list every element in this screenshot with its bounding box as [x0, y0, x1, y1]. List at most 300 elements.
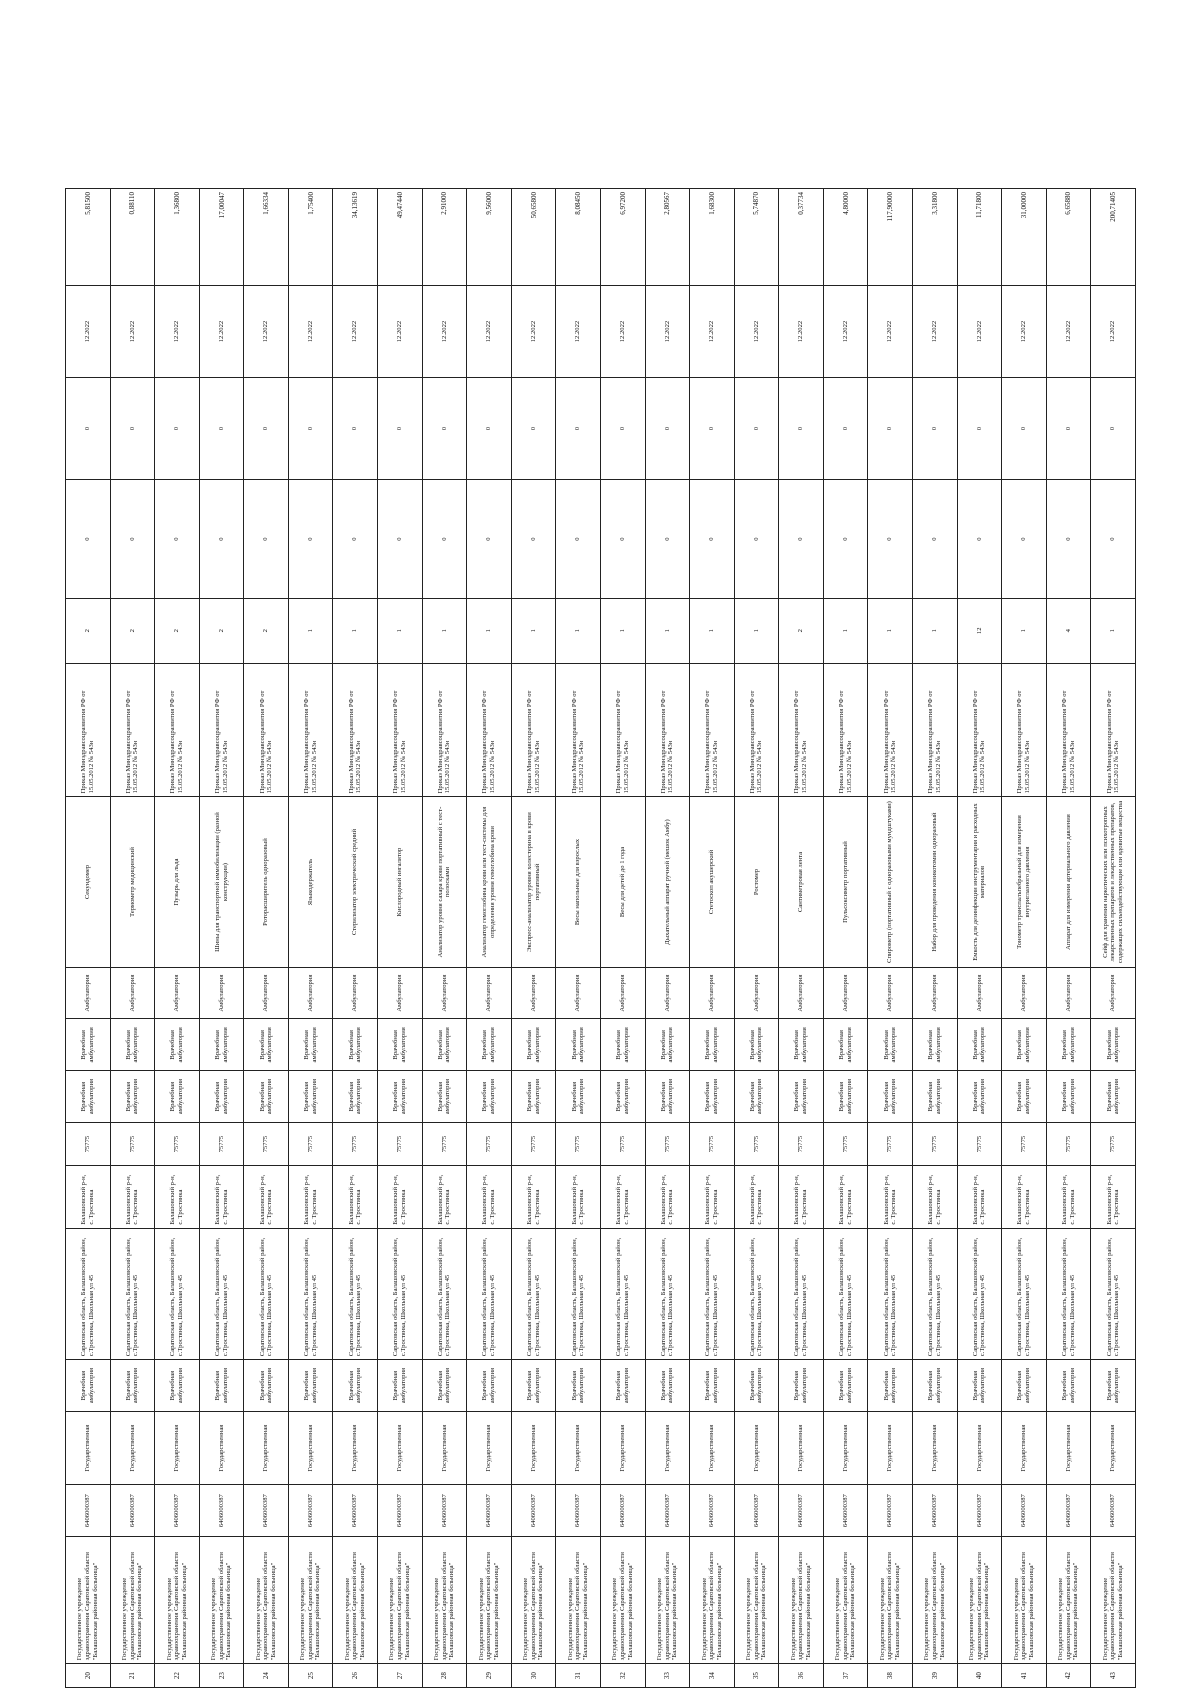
period-cell: 12.2022 [1046, 286, 1091, 378]
row-number-cell: 33 [645, 1664, 690, 1688]
ownership-cell: Государственная [645, 1411, 690, 1484]
zero-value-cell: 0 [957, 377, 1002, 479]
organization-cell: Государственное учреждение здравоохранения Саратовской области "Балашовская районная больница" [779, 1537, 824, 1664]
facility-type-cell: Врачебная амбулатория [244, 1360, 289, 1412]
address-cell: Саратовская область, Балашовский район, с.Тростянка, Школьная ул 45 [556, 1228, 601, 1360]
unit-a-cell: Врачебная амбулатория [467, 1071, 512, 1123]
period-cell: 12.2022 [957, 286, 1002, 378]
amount-cell: 6,97200 [600, 189, 645, 286]
amount-cell: 17,00047 [199, 189, 244, 286]
code-cell: 75775 [957, 1122, 1002, 1165]
row-number-cell: 22 [155, 1664, 200, 1688]
zero-value-cell: 0 [288, 377, 333, 479]
equipment-name-cell: Пульсоксиметр портативный [823, 797, 868, 967]
quantity-cell: 1 [378, 598, 423, 663]
zero-value-cell: 0 [155, 377, 200, 479]
regulation-cell: Приказ Минздравсоцразвития РФ от 15.05.2012 № 543н [110, 663, 155, 797]
table-row [155, 189, 200, 1688]
district-cell: Балашовский р-н, с. Тростянка [333, 1166, 378, 1229]
table-row [600, 189, 645, 1688]
amount-cell: 3,31800 [912, 189, 957, 286]
facility-type-cell: Врачебная амбулатория [645, 1360, 690, 1412]
quantity-cell: 2 [110, 598, 155, 663]
address-cell: Саратовская область, Балашовский район, с.Тростянка, Школьная ул 45 [378, 1228, 423, 1360]
quantity-cell: 2 [155, 598, 200, 663]
zero-value-cell: 0 [1002, 480, 1047, 599]
row-number-cell: 36 [779, 1664, 824, 1688]
ownership-cell: Государственная [868, 1411, 913, 1484]
address-cell: Саратовская область, Балашовский район, с.Тростянка, Школьная ул 45 [868, 1228, 913, 1360]
district-cell: Балашовский р-н, с. Тростянка [556, 1166, 601, 1229]
quantity-cell: 1 [600, 598, 645, 663]
organization-cell: Государственное учреждение здравоохранения Саратовской области "Балашовская районная больница" [912, 1537, 957, 1664]
unit-a-cell: Врачебная амбулатория [690, 1071, 735, 1123]
row-number-cell: 43 [1091, 1664, 1136, 1688]
unit-a-cell: Врачебная амбулатория [556, 1071, 601, 1123]
department-cell: Амбулатория [378, 967, 423, 1019]
unit-a-cell: Врачебная амбулатория [912, 1071, 957, 1123]
unit-b-cell: Врачебная амбулатория [690, 1019, 735, 1071]
quantity-cell: 1 [690, 598, 735, 663]
period-cell: 12.2022 [288, 286, 333, 378]
regulation-cell: Приказ Минздравсоцразвития РФ от 15.05.2012 № 543н [823, 663, 868, 797]
regulation-cell: Приказ Минздравсоцразвития РФ от 15.05.2012 № 543н [734, 663, 779, 797]
ownership-cell: Государственная [957, 1411, 1002, 1484]
regulation-cell: Приказ Минздравсоцразвития РФ от 15.05.2012 № 543н [868, 663, 913, 797]
equipment-name-cell: Роторасширитель одноразовый [244, 797, 289, 967]
address-cell: Саратовская область, Балашовский район, с.Тростянка, Школьная ул 45 [823, 1228, 868, 1360]
inn-cell: 6406000387 [1046, 1485, 1091, 1537]
table-row [110, 189, 155, 1688]
quantity-cell: 2 [66, 598, 111, 663]
department-cell: Амбулатория [422, 967, 467, 1019]
zero-value-cell: 0 [467, 480, 512, 599]
regulation-cell: Приказ Минздравсоцразвития РФ от 15.05.2012 № 543н [645, 663, 690, 797]
organization-cell: Государственное учреждение здравоохранения Саратовской области "Балашовская районная больница" [467, 1537, 512, 1664]
period-cell: 12.2022 [155, 286, 200, 378]
regulation-cell: Приказ Минздравсоцразвития РФ от 15.05.2012 № 543н [779, 663, 824, 797]
table-row [690, 189, 735, 1688]
organization-cell: Государственное учреждение здравоохранения Саратовской области "Балашовская районная больница" [155, 1537, 200, 1664]
equipment-name-cell: Ростомер [734, 797, 779, 967]
zero-value-cell: 0 [957, 480, 1002, 599]
district-cell: Балашовский р-н, с. Тростянка [66, 1166, 111, 1229]
unit-b-cell: Врачебная амбулатория [779, 1019, 824, 1071]
unit-a-cell: Врачебная амбулатория [333, 1071, 378, 1123]
equipment-name-cell: Анализатор уровня сахара крови портативный с тест-полосками [422, 797, 467, 967]
ownership-cell: Государственная [288, 1411, 333, 1484]
table-row [957, 189, 1002, 1688]
zero-value-cell: 0 [511, 377, 556, 479]
period-cell: 12.2022 [868, 286, 913, 378]
district-cell: Балашовский р-н, с. Тростянка [110, 1166, 155, 1229]
regulation-cell: Приказ Минздравсоцразвития РФ от 15.05.2012 № 543н [333, 663, 378, 797]
district-cell: Балашовский р-н, с. Тростянка [244, 1166, 289, 1229]
address-cell: Саратовская область, Балашовский район, с.Тростянка, Школьная ул 45 [779, 1228, 824, 1360]
zero-value-cell: 0 [155, 480, 200, 599]
ownership-cell: Государственная [422, 1411, 467, 1484]
unit-b-cell: Врачебная амбулатория [1091, 1019, 1136, 1071]
code-cell: 75775 [244, 1122, 289, 1165]
organization-cell: Государственное учреждение здравоохранения Саратовской области "Балашовская районная больница" [600, 1537, 645, 1664]
quantity-cell: 1 [467, 598, 512, 663]
code-cell: 75775 [1002, 1122, 1047, 1165]
unit-b-cell: Врачебная амбулатория [422, 1019, 467, 1071]
regulation-cell: Приказ Минздравсоцразвития РФ от 15.05.2012 № 543н [155, 663, 200, 797]
department-cell: Амбулатория [66, 967, 111, 1019]
ownership-cell: Государственная [600, 1411, 645, 1484]
regulation-cell: Приказ Минздравсоцразвития РФ от 15.05.2012 № 543н [690, 663, 735, 797]
regulation-cell: Приказ Минздравсоцразвития РФ от 15.05.2012 № 543н [467, 663, 512, 797]
ownership-cell: Государственная [556, 1411, 601, 1484]
zero-value-cell: 0 [1046, 480, 1091, 599]
facility-type-cell: Врачебная амбулатория [779, 1360, 824, 1412]
code-cell: 75775 [1091, 1122, 1136, 1165]
row-number-cell: 30 [511, 1664, 556, 1688]
regulation-cell: Приказ Минздравсоцразвития РФ от 15.05.2012 № 543н [912, 663, 957, 797]
inn-cell: 6406000387 [823, 1485, 868, 1537]
period-cell: 12.2022 [511, 286, 556, 378]
inn-cell: 6406000387 [868, 1485, 913, 1537]
period-cell: 12.2022 [378, 286, 423, 378]
district-cell: Балашовский р-н, с. Тростянка [1091, 1166, 1136, 1229]
ownership-cell: Государственная [690, 1411, 735, 1484]
row-number-cell: 25 [288, 1664, 333, 1688]
district-cell: Балашовский р-н, с. Тростянка [734, 1166, 779, 1229]
zero-value-cell: 0 [378, 377, 423, 479]
quantity-cell: 1 [1091, 598, 1136, 663]
facility-type-cell: Врачебная амбулатория [333, 1360, 378, 1412]
zero-value-cell: 0 [912, 377, 957, 479]
zero-value-cell: 0 [823, 377, 868, 479]
table-row [556, 189, 601, 1688]
zero-value-cell: 0 [690, 377, 735, 479]
quantity-cell: 1 [288, 598, 333, 663]
zero-value-cell: 0 [1046, 377, 1091, 479]
unit-b-cell: Врачебная амбулатория [155, 1019, 200, 1071]
table-row [1091, 189, 1136, 1688]
rotated-table-container [65, 188, 1135, 1688]
quantity-cell: 1 [734, 598, 779, 663]
organization-cell: Государственное учреждение здравоохранения Саратовской области "Балашовская районная больница" [333, 1537, 378, 1664]
table-row [288, 189, 333, 1688]
unit-b-cell: Врачебная амбулатория [378, 1019, 423, 1071]
code-cell: 75775 [422, 1122, 467, 1165]
zero-value-cell: 0 [422, 377, 467, 479]
address-cell: Саратовская область, Балашовский район, с.Тростянка, Школьная ул 45 [734, 1228, 779, 1360]
code-cell: 75775 [333, 1122, 378, 1165]
amount-cell: 31,00000 [1002, 189, 1047, 286]
zero-value-cell: 0 [378, 480, 423, 599]
regulation-cell: Приказ Минздравсоцразвития РФ от 15.05.2012 № 543н [199, 663, 244, 797]
inn-cell: 6406000387 [600, 1485, 645, 1537]
equipment-name-cell: Экспресс-анализатор уровня холестерина в крови портативный [511, 797, 556, 967]
ownership-cell: Государственная [511, 1411, 556, 1484]
organization-cell: Государственное учреждение здравоохранения Саратовской области "Балашовская районная больница" [823, 1537, 868, 1664]
facility-type-cell: Врачебная амбулатория [1046, 1360, 1091, 1412]
regulation-cell: Приказ Минздравсоцразвития РФ от 15.05.2012 № 543н [288, 663, 333, 797]
facility-type-cell: Врачебная амбулатория [1091, 1360, 1136, 1412]
quantity-cell: 1 [556, 598, 601, 663]
zero-value-cell: 0 [333, 480, 378, 599]
period-cell: 12.2022 [1002, 286, 1047, 378]
amount-cell: 34,13619 [333, 189, 378, 286]
table-row [779, 189, 824, 1688]
amount-cell: 4,80000 [823, 189, 868, 286]
zero-value-cell: 0 [600, 480, 645, 599]
period-cell: 12.2022 [779, 286, 824, 378]
period-cell: 12.2022 [244, 286, 289, 378]
facility-type-cell: Врачебная амбулатория [66, 1360, 111, 1412]
inn-cell: 6406000387 [779, 1485, 824, 1537]
regulation-cell: Приказ Минздравсоцразвития РФ от 15.05.2012 № 543н [511, 663, 556, 797]
amount-cell: 1,68300 [690, 189, 735, 286]
facility-type-cell: Врачебная амбулатория [422, 1360, 467, 1412]
amount-cell: 2,91000 [422, 189, 467, 286]
period-cell: 12.2022 [600, 286, 645, 378]
row-number-cell: 41 [1002, 1664, 1047, 1688]
period-cell: 12.2022 [422, 286, 467, 378]
district-cell: Балашовский р-н, с. Тростянка [378, 1166, 423, 1229]
quantity-cell: 1 [912, 598, 957, 663]
unit-b-cell: Врачебная амбулатория [467, 1019, 512, 1071]
inn-cell: 6406000387 [734, 1485, 779, 1537]
zero-value-cell: 0 [734, 480, 779, 599]
address-cell: Саратовская область, Балашовский район, с.Тростянка, Школьная ул 45 [600, 1228, 645, 1360]
zero-value-cell: 0 [244, 377, 289, 479]
row-number-cell: 31 [556, 1664, 601, 1688]
equipment-name-cell: Спирометр (портативный с одноразовыми мундштуками) [868, 797, 913, 967]
facility-type-cell: Врачебная амбулатория [912, 1360, 957, 1412]
inn-cell: 6406000387 [110, 1485, 155, 1537]
facility-type-cell: Врачебная амбулатория [600, 1360, 645, 1412]
facility-type-cell: Врачебная амбулатория [1002, 1360, 1047, 1412]
row-number-cell: 34 [690, 1664, 735, 1688]
district-cell: Балашовский р-н, с. Тростянка [199, 1166, 244, 1229]
organization-cell: Государственное учреждение здравоохранения Саратовской области "Балашовская районная больница" [957, 1537, 1002, 1664]
amount-cell: 0,37734 [779, 189, 824, 286]
unit-b-cell: Врачебная амбулатория [66, 1019, 111, 1071]
quantity-cell: 1 [333, 598, 378, 663]
inn-cell: 6406000387 [422, 1485, 467, 1537]
unit-b-cell: Врачебная амбулатория [288, 1019, 333, 1071]
organization-cell: Государственное учреждение здравоохранения Саратовской области "Балашовская районная больница" [690, 1537, 735, 1664]
district-cell: Балашовский р-н, с. Тростянка [600, 1166, 645, 1229]
row-number-cell: 37 [823, 1664, 868, 1688]
zero-value-cell: 0 [600, 377, 645, 479]
code-cell: 75775 [511, 1122, 556, 1165]
zero-value-cell: 0 [779, 480, 824, 599]
equipment-name-cell: Дыхательный аппарат ручной (мешок Амбу) [645, 797, 690, 967]
department-cell: Амбулатория [199, 967, 244, 1019]
code-cell: 75775 [779, 1122, 824, 1165]
organization-cell: Государственное учреждение здравоохранения Саратовской области "Балашовская районная больница" [511, 1537, 556, 1664]
department-cell: Амбулатория [110, 967, 155, 1019]
zero-value-cell: 0 [556, 480, 601, 599]
table-row [467, 189, 512, 1688]
organization-cell: Государственное учреждение здравоохранения Саратовской области "Балашовская районная больница" [288, 1537, 333, 1664]
quantity-cell: 12 [957, 598, 1002, 663]
organization-cell: Государственное учреждение здравоохранения Саратовской области "Балашовская районная больница" [422, 1537, 467, 1664]
period-cell: 12.2022 [645, 286, 690, 378]
unit-a-cell: Врачебная амбулатория [600, 1071, 645, 1123]
zero-value-cell: 0 [734, 377, 779, 479]
zero-value-cell: 0 [912, 480, 957, 599]
period-cell: 12.2022 [823, 286, 868, 378]
address-cell: Саратовская область, Балашовский район, с.Тростянка, Школьная ул 45 [288, 1228, 333, 1360]
department-cell: Амбулатория [600, 967, 645, 1019]
table-row [645, 189, 690, 1688]
equipment-name-cell: Весы для детей до 1 года [600, 797, 645, 967]
amount-cell: 9,56000 [467, 189, 512, 286]
quantity-cell: 1 [422, 598, 467, 663]
district-cell: Балашовский р-н, с. Тростянка [511, 1166, 556, 1229]
inn-cell: 6406000387 [155, 1485, 200, 1537]
department-cell: Амбулатория [556, 967, 601, 1019]
organization-cell: Государственное учреждение здравоохранения Саратовской области "Балашовская районная больница" [1046, 1537, 1091, 1664]
table-body [66, 189, 1136, 1688]
quantity-cell: 2 [199, 598, 244, 663]
period-cell: 12.2022 [690, 286, 735, 378]
table-row [199, 189, 244, 1688]
regulation-cell: Приказ Минздравсоцразвития РФ от 15.05.2012 № 543н [244, 663, 289, 797]
regulation-cell: Приказ Минздравсоцразвития РФ от 15.05.2012 № 543н [1002, 663, 1047, 797]
address-cell: Саратовская область, Балашовский район, с.Тростянка, Школьная ул 45 [1002, 1228, 1047, 1360]
row-number-cell: 28 [422, 1664, 467, 1688]
ownership-cell: Государственная [155, 1411, 200, 1484]
ownership-cell: Государственная [912, 1411, 957, 1484]
row-number-cell: 24 [244, 1664, 289, 1688]
facility-type-cell: Врачебная амбулатория [155, 1360, 200, 1412]
period-cell: 12.2022 [1091, 286, 1136, 378]
unit-a-cell: Врачебная амбулатория [957, 1071, 1002, 1123]
address-cell: Саратовская область, Балашовский район, с.Тростянка, Школьная ул 45 [690, 1228, 735, 1360]
unit-a-cell: Врачебная амбулатория [199, 1071, 244, 1123]
inn-cell: 6406000387 [511, 1485, 556, 1537]
code-cell: 75775 [378, 1122, 423, 1165]
equipment-name-cell: Весы напольные для взрослых [556, 797, 601, 967]
district-cell: Балашовский р-н, с. Тростянка [155, 1166, 200, 1229]
table-row [912, 189, 957, 1688]
amount-cell: 200,71405 [1091, 189, 1136, 286]
equipment-name-cell: Секундомер [66, 797, 111, 967]
amount-cell: 1,36800 [155, 189, 200, 286]
department-cell: Амбулатория [779, 967, 824, 1019]
zero-value-cell: 0 [1091, 480, 1136, 599]
code-cell: 75775 [734, 1122, 779, 1165]
code-cell: 75775 [868, 1122, 913, 1165]
address-cell: Саратовская область, Балашовский район, с.Тростянка, Школьная ул 45 [244, 1228, 289, 1360]
zero-value-cell: 0 [1091, 377, 1136, 479]
zero-value-cell: 0 [110, 480, 155, 599]
unit-b-cell: Врачебная амбулатория [511, 1019, 556, 1071]
regulation-cell: Приказ Минздравсоцразвития РФ от 15.05.2012 № 543н [957, 663, 1002, 797]
amount-cell: 6,65880 [1046, 189, 1091, 286]
table-row [823, 189, 868, 1688]
ownership-cell: Государственная [66, 1411, 111, 1484]
department-cell: Амбулатория [244, 967, 289, 1019]
row-number-cell: 20 [66, 1664, 111, 1688]
inn-cell: 6406000387 [912, 1485, 957, 1537]
zero-value-cell: 0 [690, 480, 735, 599]
address-cell: Саратовская область, Балашовский район, с.Тростянка, Школьная ул 45 [912, 1228, 957, 1360]
organization-cell: Государственное учреждение здравоохранения Саратовской области "Балашовская районная больница" [1091, 1537, 1136, 1664]
zero-value-cell: 0 [66, 480, 111, 599]
ownership-cell: Государственная [1046, 1411, 1091, 1484]
inn-cell: 6406000387 [333, 1485, 378, 1537]
department-cell: Амбулатория [734, 967, 779, 1019]
code-cell: 75775 [823, 1122, 868, 1165]
facility-type-cell: Врачебная амбулатория [868, 1360, 913, 1412]
address-cell: Саратовская область, Балашовский район, с.Тростянка, Школьная ул 45 [467, 1228, 512, 1360]
row-number-cell: 35 [734, 1664, 779, 1688]
row-number-cell: 27 [378, 1664, 423, 1688]
quantity-cell: 1 [868, 598, 913, 663]
equipment-name-cell: Сейф для хранения наркотических или психотропных лекарственных препаратов и лекарственных препаратов, содержащих сильнодействующие или ядовитые вещества [1091, 797, 1136, 967]
period-cell: 12.2022 [110, 286, 155, 378]
zero-value-cell: 0 [511, 480, 556, 599]
row-number-cell: 23 [199, 1664, 244, 1688]
amount-cell: 2,80567 [645, 189, 690, 286]
inn-cell: 6406000387 [957, 1485, 1002, 1537]
equipment-name-cell: Шины для транспортной иммобилизации (разной конструкции) [199, 797, 244, 967]
department-cell: Амбулатория [155, 967, 200, 1019]
facility-type-cell: Врачебная амбулатория [690, 1360, 735, 1412]
table-row [333, 189, 378, 1688]
code-cell: 75775 [645, 1122, 690, 1165]
regulation-cell: Приказ Минздравсоцразвития РФ от 15.05.2012 № 543н [66, 663, 111, 797]
department-cell: Амбулатория [467, 967, 512, 1019]
district-cell: Балашовский р-н, с. Тростянка [868, 1166, 913, 1229]
address-cell: Саратовская область, Балашовский район, с.Тростянка, Школьная ул 45 [511, 1228, 556, 1360]
code-cell: 75775 [600, 1122, 645, 1165]
table-row [422, 189, 467, 1688]
regulation-cell: Приказ Минздравсоцразвития РФ от 15.05.2012 № 543н [556, 663, 601, 797]
unit-b-cell: Врачебная амбулатория [199, 1019, 244, 1071]
department-cell: Амбулатория [1046, 967, 1091, 1019]
facility-type-cell: Врачебная амбулатория [467, 1360, 512, 1412]
district-cell: Балашовский р-н, с. Тростянка [779, 1166, 824, 1229]
department-cell: Амбулатория [645, 967, 690, 1019]
regulation-cell: Приказ Минздравсоцразвития РФ от 15.05.2012 № 543н [600, 663, 645, 797]
zero-value-cell: 0 [823, 480, 868, 599]
row-number-cell: 40 [957, 1664, 1002, 1688]
quantity-cell: 2 [244, 598, 289, 663]
zero-value-cell: 0 [199, 480, 244, 599]
organization-cell: Государственное учреждение здравоохранения Саратовской области "Балашовская районная больница" [378, 1537, 423, 1664]
equipment-name-cell: Емкость для дезинфекции инструментария и расходных материалов [957, 797, 1002, 967]
facility-type-cell: Врачебная амбулатория [556, 1360, 601, 1412]
zero-value-cell: 0 [868, 480, 913, 599]
equipment-name-cell: Сантиметровая лента [779, 797, 824, 967]
address-cell: Саратовская область, Балашовский район, с.Тростянка, Школьная ул 45 [645, 1228, 690, 1360]
unit-b-cell: Врачебная амбулатория [645, 1019, 690, 1071]
organization-cell: Государственное учреждение здравоохранения Саратовской области "Балашовская районная больница" [1002, 1537, 1047, 1664]
inn-cell: 6406000387 [645, 1485, 690, 1537]
period-cell: 12.2022 [556, 286, 601, 378]
organization-cell: Государственное учреждение здравоохранения Саратовской области "Балашовская районная больница" [199, 1537, 244, 1664]
organization-cell: Государственное учреждение здравоохранения Саратовской области "Балашовская районная больница" [556, 1537, 601, 1664]
equipment-name-cell: Стерилизатор электрический средний [333, 797, 378, 967]
unit-b-cell: Врачебная амбулатория [912, 1019, 957, 1071]
unit-a-cell: Врачебная амбулатория [66, 1071, 111, 1123]
unit-a-cell: Врачебная амбулатория [155, 1071, 200, 1123]
row-number-cell: 26 [333, 1664, 378, 1688]
unit-a-cell: Врачебная амбулатория [110, 1071, 155, 1123]
code-cell: 75775 [288, 1122, 333, 1165]
facility-type-cell: Врачебная амбулатория [734, 1360, 779, 1412]
department-cell: Амбулатория [957, 967, 1002, 1019]
